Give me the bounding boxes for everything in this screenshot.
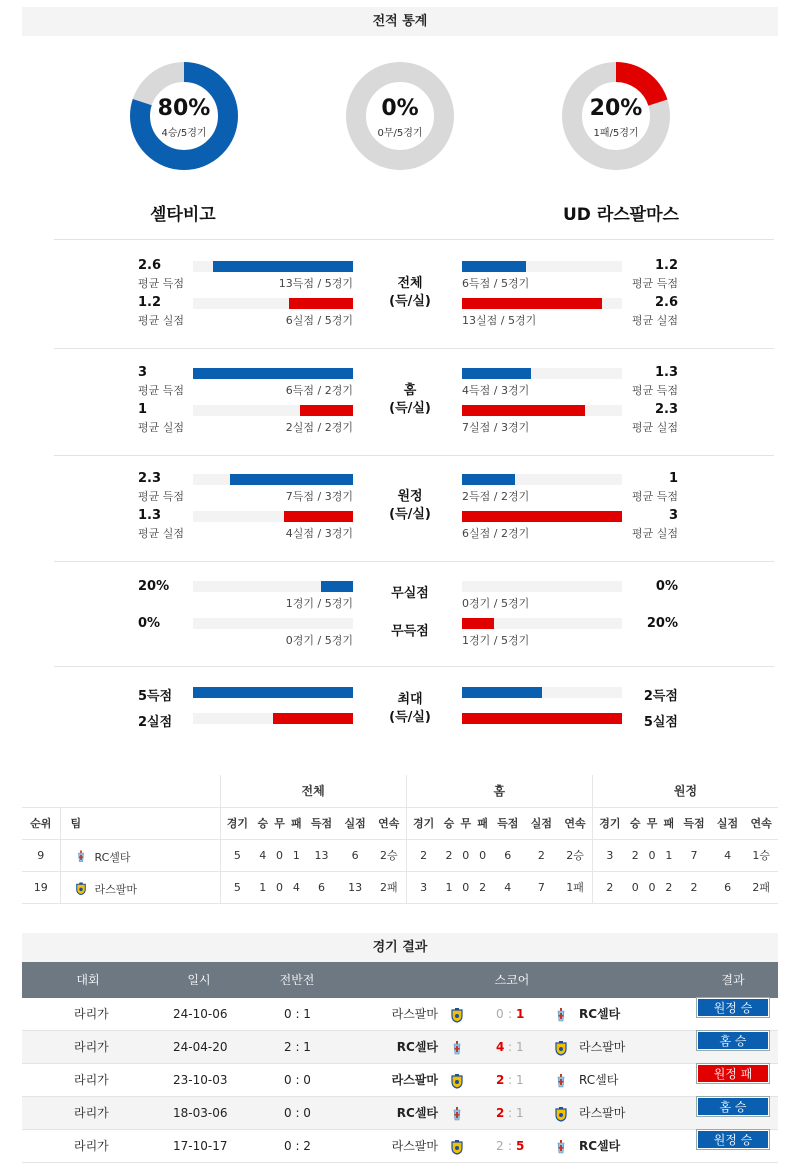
away-max-bar: [462, 713, 622, 724]
standings-cell: 4: [491, 871, 525, 903]
clean-center-label: 무실점: [391, 586, 429, 601]
away-stat-bar: [462, 405, 622, 416]
away-stat-label: 평균 실점: [631, 421, 678, 434]
result-score-sep: :: [508, 1040, 513, 1054]
result-league: 라리가: [74, 1040, 109, 1054]
away-stat-caption: 7실점 / 3경기: [462, 421, 530, 434]
home-max-bar-fill: [273, 713, 353, 724]
standings-sub-col: 무: [457, 807, 474, 839]
celta-logo-icon: [75, 849, 87, 864]
away-clean-value: 20%: [646, 616, 678, 631]
home-stat-value: 2.6: [138, 258, 162, 273]
results-col-date: 일시: [187, 973, 211, 987]
home-max-bar-fill: [193, 687, 353, 698]
celta-logo-icon: [554, 1007, 568, 1023]
standings-sub-col: 실점: [338, 807, 372, 839]
standings-sub-col: 실점: [711, 807, 745, 839]
away-stat-bar: [462, 511, 622, 522]
max-center-label: 최대: [397, 692, 423, 707]
donut-chart: [130, 62, 238, 170]
result-row: [22, 1031, 778, 1064]
standings-cell: 1패: [558, 871, 592, 903]
result-score-sep: :: [508, 1073, 513, 1087]
result-away-score: 1: [516, 1040, 524, 1054]
away-stat-bar: [462, 368, 622, 379]
results-col-score: 스코어: [494, 973, 530, 987]
result-score-sep: :: [508, 1106, 513, 1120]
home-stat-bar-fill: [289, 298, 353, 309]
standings-rank: 19: [22, 871, 60, 903]
standings-team-name[interactable]: 라스팔마: [94, 882, 138, 896]
home-clean-caption: 0경기 / 5경기: [285, 634, 353, 647]
home-stat-bar: [193, 298, 353, 309]
divider: [54, 561, 774, 562]
result-badge: 원정 승: [697, 998, 769, 1017]
stats-section-title: 전적 통계: [22, 7, 778, 36]
home-stat-label: 평균 득점: [138, 277, 185, 290]
away-stat-label: 평균 실점: [631, 314, 678, 327]
result-score-sep: :: [508, 1139, 513, 1153]
max-center-sublabel: (득/실): [389, 710, 431, 725]
away-clean-bar: [462, 618, 622, 629]
standings-cell: 2패: [744, 871, 778, 903]
result-home-score: 0: [496, 1007, 504, 1021]
result-date: 24-04-20: [173, 1040, 228, 1054]
standings-sub-col: 승: [627, 807, 644, 839]
result-halftime: 0 : 2: [284, 1139, 311, 1153]
divider: [54, 455, 774, 456]
away-stat-value: 1.3: [654, 365, 678, 380]
donut-percent: 80%: [157, 96, 211, 121]
standings-cell: 3: [406, 871, 440, 903]
las-palmas-logo-icon: [450, 1073, 464, 1089]
standings-cell: 1: [441, 871, 458, 903]
away-stat-value: 2.3: [654, 402, 678, 417]
standings-cell: 2: [441, 839, 458, 871]
away-clean-value: 0%: [655, 579, 678, 594]
result-league: 라리가: [74, 1073, 109, 1087]
standings-rank: 9: [22, 839, 60, 871]
home-stat-bar: [193, 368, 353, 379]
result-away-score: 1: [516, 1073, 524, 1087]
standings-col-team: 팀: [60, 807, 220, 839]
away-stat-caption: 6실점 / 2경기: [462, 527, 530, 540]
donut-chart: [346, 62, 454, 170]
result-home-score: 4: [496, 1040, 505, 1054]
standings-cell: 2: [406, 839, 440, 871]
standings-cell: 6: [491, 839, 525, 871]
away-stat-caption: 2득점 / 2경기: [462, 490, 530, 503]
standings-cell: 1승: [744, 839, 778, 871]
standings-sub-col: 패: [288, 807, 305, 839]
away-clean-caption: 1경기 / 5경기: [462, 634, 530, 647]
standings-cell: 0: [271, 839, 288, 871]
result-date: 23-10-03: [173, 1073, 228, 1087]
standings-cell: 13: [338, 871, 372, 903]
result-away-team[interactable]: RC셀타: [579, 1007, 621, 1021]
home-clean-bar: [193, 618, 353, 629]
standings-group-header: 전체: [220, 775, 406, 807]
home-stat-value: 1.3: [138, 508, 162, 523]
results-col-league: 대회: [76, 973, 100, 987]
home-clean-bar: [193, 581, 353, 592]
away-max-bar: [462, 687, 622, 698]
result-date: 18-03-06: [173, 1106, 228, 1120]
celta-logo-icon: [554, 1139, 568, 1155]
home-stat-label: 평균 득점: [138, 490, 185, 503]
standings-cell: 2패: [372, 871, 406, 903]
standings-sub-col: 경기: [406, 807, 440, 839]
result-away-score: 5: [516, 1139, 525, 1153]
standings-cell: 1: [288, 839, 305, 871]
result-home-team[interactable]: RC셀타: [396, 1106, 438, 1120]
divider: [54, 239, 774, 240]
home-stat-value: 2.3: [138, 471, 162, 486]
result-home-score: 2: [496, 1106, 505, 1120]
las-palmas-logo-icon: [450, 1139, 464, 1155]
standings-table: [22, 775, 778, 904]
result-badge: 원정 패: [697, 1064, 769, 1083]
away-stat-value: 2.6: [654, 295, 678, 310]
away-stat-bar-fill: [462, 368, 531, 379]
result-halftime: 2 : 1: [284, 1040, 311, 1054]
result-badge: 원정 승: [697, 1130, 769, 1149]
standings-cell: 0: [474, 839, 491, 871]
standings-team-name[interactable]: RC셀타: [94, 850, 131, 864]
standings-cell: 6: [338, 839, 372, 871]
standings-cell: 0: [627, 871, 644, 903]
standings-cell: 0: [644, 871, 661, 903]
away-stat-label: 평균 득점: [631, 277, 678, 290]
las-palmas-logo-icon: [554, 1040, 568, 1056]
home-stat-caption: 2실점 / 2경기: [285, 421, 353, 434]
standings-sub-col: 실점: [525, 807, 559, 839]
result-home-team[interactable]: RC셀타: [396, 1040, 438, 1054]
celta-logo-icon: [450, 1106, 464, 1122]
stat-center-label: 전체: [397, 276, 423, 291]
home-max-value: 2실점: [138, 715, 173, 730]
clean-center-label: 무득점: [391, 624, 429, 639]
standings-sub-col: 연속: [558, 807, 592, 839]
result-halftime: 0 : 1: [284, 1007, 311, 1021]
away-max-value: 5실점: [643, 715, 678, 730]
donut-subtitle: 1패/5경기: [593, 128, 639, 139]
home-stat-bar: [193, 474, 353, 485]
away-stat-caption: 4득점 / 3경기: [462, 384, 530, 397]
standings-sub-col: 패: [660, 807, 677, 839]
standings-cell: 13: [305, 839, 339, 871]
results-col-result: 결과: [721, 973, 745, 987]
home-clean-bar-fill: [321, 581, 353, 592]
result-away-score: 1: [516, 1106, 524, 1120]
away-stat-bar: [462, 298, 622, 309]
result-home-score: 2: [496, 1073, 505, 1087]
home-stat-caption: 6득점 / 2경기: [285, 384, 353, 397]
result-away-team[interactable]: RC셀타: [579, 1139, 621, 1153]
home-stat-caption: 7득점 / 3경기: [285, 490, 353, 503]
las-palmas-logo-icon: [75, 881, 87, 896]
result-home-team[interactable]: 라스팔마: [391, 1007, 438, 1021]
home-stat-bar-fill: [213, 261, 353, 272]
standings-sub-col: 득점: [491, 807, 525, 839]
standings-cell: 3: [592, 839, 626, 871]
standings-sub-col: 연속: [372, 807, 406, 839]
home-stat-value: 1: [138, 402, 148, 417]
donut-chart: [562, 62, 670, 170]
standings-cell: 0: [457, 871, 474, 903]
result-halftime: 0 : 0: [284, 1106, 311, 1120]
away-stat-bar-fill: [462, 298, 602, 309]
home-max-value: 5득점: [138, 689, 173, 704]
result-league: 라리가: [74, 1007, 109, 1021]
home-clean-value: 20%: [138, 579, 170, 594]
standings-sub-col: 무: [644, 807, 661, 839]
standings-cell: 4: [254, 839, 271, 871]
result-halftime: 0 : 0: [284, 1073, 311, 1087]
standings-group-header: 원정: [592, 775, 778, 807]
stat-center-sublabel: (득/실): [389, 294, 431, 309]
standings-cell: 2: [677, 871, 711, 903]
donut-percent: 0%: [381, 96, 419, 121]
result-league: 라리가: [74, 1139, 109, 1153]
standings-corner: [22, 775, 220, 807]
home-max-bar: [193, 687, 353, 698]
results-col-half: 전반전: [279, 973, 315, 987]
away-stat-bar: [462, 261, 622, 272]
standings-cell: 6: [305, 871, 339, 903]
away-clean-bar: [462, 581, 622, 592]
away-stat-value: 3: [668, 508, 678, 523]
standings-cell: 0: [457, 839, 474, 871]
standings-sub-col: 경기: [592, 807, 626, 839]
away-clean-caption: 0경기 / 5경기: [462, 597, 530, 610]
standings-sub-col: 득점: [677, 807, 711, 839]
standings-col-rank: 순위: [22, 807, 60, 839]
result-away-score: 1: [516, 1007, 525, 1021]
away-stat-caption: 13실점 / 5경기: [462, 314, 537, 327]
result-row: [22, 998, 778, 1031]
away-stat-label: 평균 득점: [631, 384, 678, 397]
result-away-team[interactable]: 라스팔마: [579, 1040, 626, 1054]
celta-logo-icon: [450, 1040, 464, 1056]
donut-percent: 20%: [589, 96, 643, 121]
donut-subtitle: 4승/5경기: [161, 128, 207, 139]
result-home-team[interactable]: 라스팔마: [391, 1073, 438, 1087]
away-clean-bar-fill: [462, 618, 494, 629]
away-team-name: UD 라스팔마스: [563, 205, 679, 225]
home-stat-caption: 13득점 / 5경기: [278, 277, 353, 290]
standings-sub-col: 득점: [305, 807, 339, 839]
result-home-team[interactable]: 라스팔마: [391, 1139, 438, 1153]
standings-cell: 6: [711, 871, 745, 903]
standings-cell: 2승: [558, 839, 592, 871]
home-stat-bar: [193, 261, 353, 272]
home-stat-bar-fill: [300, 405, 353, 416]
standings-cell: 0: [271, 871, 288, 903]
divider: [54, 666, 774, 667]
result-row: [22, 1064, 778, 1097]
standings-cell: 2승: [372, 839, 406, 871]
standings-cell: 2: [525, 839, 559, 871]
result-score-sep: :: [508, 1007, 513, 1021]
home-clean-caption: 1경기 / 5경기: [285, 597, 353, 610]
standings-cell: 1: [660, 839, 677, 871]
result-date: 24-10-06: [173, 1007, 228, 1021]
home-clean-value: 0%: [138, 616, 161, 631]
home-stat-label: 평균 실점: [138, 527, 185, 540]
standings-cell: 2: [592, 871, 626, 903]
standings-row: [22, 871, 778, 903]
donut-subtitle: 0무/5경기: [377, 128, 423, 139]
home-stat-value: 3: [138, 365, 148, 380]
las-palmas-logo-icon: [450, 1007, 464, 1023]
result-away-team[interactable]: RC셀타: [579, 1073, 619, 1087]
away-stat-bar-fill: [462, 261, 526, 272]
result-away-team[interactable]: 라스팔마: [579, 1106, 626, 1120]
result-row: [22, 1130, 778, 1163]
stat-center-sublabel: (득/실): [389, 401, 431, 416]
home-stat-label: 평균 득점: [138, 384, 185, 397]
home-stat-bar: [193, 405, 353, 416]
standings-cell: 2: [627, 839, 644, 871]
standings-team-cell: [60, 839, 220, 871]
home-stat-label: 평균 실점: [138, 314, 185, 327]
stat-center-label: 홈: [403, 383, 417, 398]
away-stat-bar: [462, 474, 622, 485]
standings-sub-col: 무: [271, 807, 288, 839]
standings-sub-col: 승: [254, 807, 271, 839]
away-stat-value: 1: [668, 471, 678, 486]
result-date: 17-10-17: [173, 1139, 228, 1153]
standings-cell: 7: [677, 839, 711, 871]
standings-sub-col: 승: [441, 807, 458, 839]
standings-cell: 4: [288, 871, 305, 903]
home-stat-label: 평균 실점: [138, 421, 185, 434]
divider: [54, 348, 774, 349]
standings-sub-col: 경기: [220, 807, 254, 839]
celta-logo-icon: [554, 1073, 568, 1089]
home-team-name: 셀타비고: [150, 205, 216, 225]
result-badge: 홈 승: [697, 1031, 769, 1050]
away-max-bar-fill: [462, 713, 622, 724]
home-stat-bar-fill: [230, 474, 353, 485]
away-stat-bar-fill: [462, 405, 585, 416]
result-row: [22, 1097, 778, 1130]
standings-cell: 2: [474, 871, 491, 903]
away-stat-label: 평균 실점: [631, 527, 678, 540]
las-palmas-logo-icon: [554, 1106, 568, 1122]
home-stat-caption: 6실점 / 5경기: [285, 314, 353, 327]
home-stat-bar: [193, 511, 353, 522]
results-section-title: 경기 결과: [22, 933, 778, 962]
standings-cell: 4: [711, 839, 745, 871]
result-home-score: 2: [496, 1139, 504, 1153]
home-stat-bar-fill: [284, 511, 353, 522]
standings-row: [22, 839, 778, 871]
standings-cell: 0: [644, 839, 661, 871]
standings-cell: 7: [525, 871, 559, 903]
away-stat-caption: 6득점 / 5경기: [462, 277, 530, 290]
standings-sub-col: 연속: [744, 807, 778, 839]
stat-center-label: 원정: [397, 489, 423, 504]
standings-cell: 2: [660, 871, 677, 903]
away-stat-label: 평균 득점: [631, 490, 678, 503]
standings-cell: 1: [254, 871, 271, 903]
standings-group-header: 홈: [406, 775, 592, 807]
results-header: [22, 962, 778, 998]
home-stat-value: 1.2: [138, 295, 162, 310]
standings-sub-col: 패: [474, 807, 491, 839]
away-max-value: 2득점: [643, 689, 678, 704]
result-badge: 홈 승: [697, 1097, 769, 1116]
away-max-bar-fill: [462, 687, 542, 698]
standings-team-cell: [60, 871, 220, 903]
standings-cell: 5: [220, 839, 254, 871]
stat-center-sublabel: (득/실): [389, 507, 431, 522]
away-stat-bar-fill: [462, 511, 622, 522]
result-league: 라리가: [74, 1106, 109, 1120]
standings-cell: 5: [220, 871, 254, 903]
home-max-bar: [193, 713, 353, 724]
home-stat-caption: 4실점 / 3경기: [285, 527, 353, 540]
away-stat-bar-fill: [462, 474, 515, 485]
away-stat-value: 1.2: [654, 258, 678, 273]
home-stat-bar-fill: [193, 368, 353, 379]
